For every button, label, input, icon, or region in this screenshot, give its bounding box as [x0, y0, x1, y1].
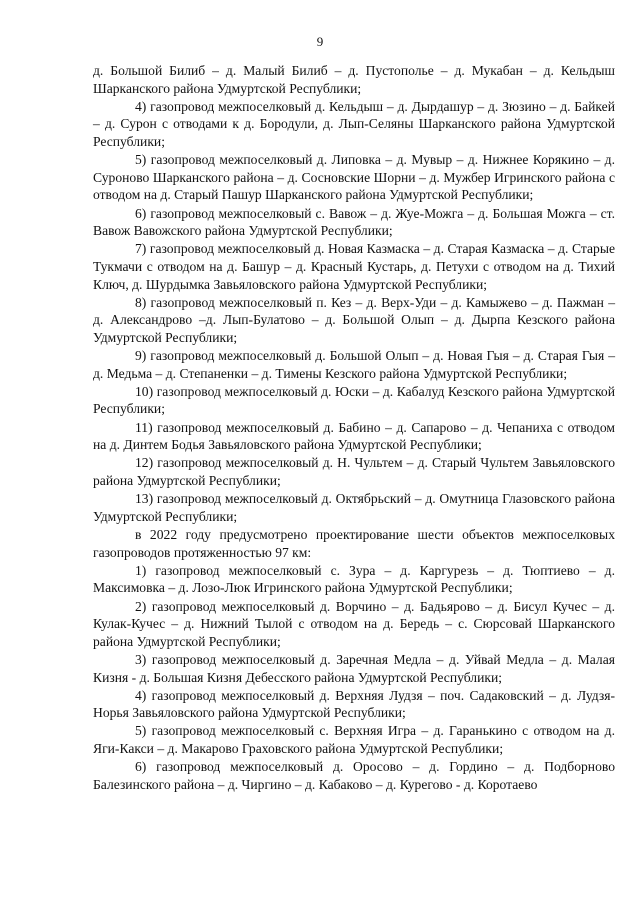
paragraph-11: 13) газопровод межпоселковый д. Октябрьский – д. Омутница Глазовского района Удмуртской Республики; — [93, 491, 615, 524]
paragraph-18: 6) газопровод межпоселковый д. Оросово – д. Гордино – д. Подборново Балезинского района – д. Чиргино – д. Кабаково – д. Курегово - д. Коротаево — [93, 759, 615, 792]
paragraph-8: 10) газопровод межпоселковый д. Юски – д. Кабалуд Кезского района Удмуртской Республики; — [93, 383, 615, 417]
paragraph-14: 2) газопровод межпоселковый д. Ворчино – д. Бадьярово – д. Бисул Кучес – д. Кулак-Кучес – д. Нижний Тылой с отводом на д. Бередь – с. Сюрсовай Шарканского района Удмуртской Республики; — [93, 598, 615, 649]
paragraph-4: 6) газопровод межпоселковый с. Вавож – д. Жуе-Можга – д. Большая Можга – ст. Вавож Вавожского района Удмуртской Республики; — [93, 205, 615, 239]
paragraph-13: 1) газопровод межпоселковый с. Зура – д. Каргурезь – д. Тюптиево – д. Максимовка – д. Лозо-Люк Игринского района Удмуртской Республики; — [93, 562, 615, 596]
paragraph-3: 5) газопровод межпоселковый д. Липовка – д. Мувыр – д. Нижнее Корякино – д. Суроново Шарканского района – д. Сосновские Шорни – д. Мужбер Игринского района с отводом на д. Старый Пашур Шарканского района Удмуртской Республики; — [93, 152, 615, 203]
paragraph-12: в 2022 году предусмотрено проектирование шести объектов межпоселковых газопроводов протяженностью 97 км: — [93, 526, 615, 560]
paragraph-9: 11) газопровод межпоселковый д. Бабино – д. Сапарово – д. Чепаниха с отводом на д. Динтем Бодья Завьяловского района Удмуртской Республики; — [93, 419, 615, 453]
page-number: 9 — [316, 34, 324, 49]
paragraph-6: 8) газопровод межпоселковый п. Кез – д. Верх-Уди – д. Камыжево – д. Пажман – д. Александрово –д. Лып-Булатово – д. Большой Олып – д. Дырпа Кезского района Удмуртской Республики; — [93, 294, 615, 345]
paragraph-2: 4) газопровод межпоселковый д. Кельдыш – д. Дырдашур – д. Зюзино – д. Байкей – д. Сурон с отводами к д. Бородули, д. Лып-Селяны Шарканского района Удмуртской Республики; — [93, 98, 615, 149]
document-body — [93, 62, 615, 794]
paragraph-17: 5) газопровод межпоселковый с. Верхняя Игра – д. Гаранькино с отводом на д. Яги-Какси – д. Макарово Граховского района Удмуртской Республики; — [93, 723, 615, 757]
paragraph-15: 3) газопровод межпоселковый д. Заречная Медла – д. Уйвай Медла – д. Малая Кизня - д. Большая Кизня Дебесского района Удмуртской Республики; — [93, 651, 615, 685]
paragraph-7: 9) газопровод межпоселковый д. Большой Олып – д. Новая Гыя – д. Старая Гыя – д. Медьма – д. Степаненки – д. Тимены Кезского района Удмуртской Республики; — [93, 348, 615, 381]
paragraph-5: 7) газопровод межпоселковый д. Новая Казмаска – д. Старая Казмаска – д. Старые Тукмачи с отводом на д. Башур – д. Красный Кустарь, д. Петухи с отводом на д. Тихий Ключ, д. Шурдымка Завьяловского района Удмуртской Республики; — [93, 241, 615, 292]
paragraph-1: д. Большой Билиб – д. Малый Билиб – д. Пустополье – д. Мукабан – д. Кельдыш Шарканского района Удмуртской Республики; — [93, 63, 615, 96]
paragraph-16: 4) газопровод межпоселковый д. Верхняя Лудзя – поч. Садаковский – д. Лудзя-Норья Завьяловского района Удмуртской Республики; — [93, 687, 615, 721]
paragraph-10: 12) газопровод межпоселковый д. Н. Чультем – д. Старый Чультем Завьяловского района Удмуртской Республики; — [93, 455, 615, 488]
